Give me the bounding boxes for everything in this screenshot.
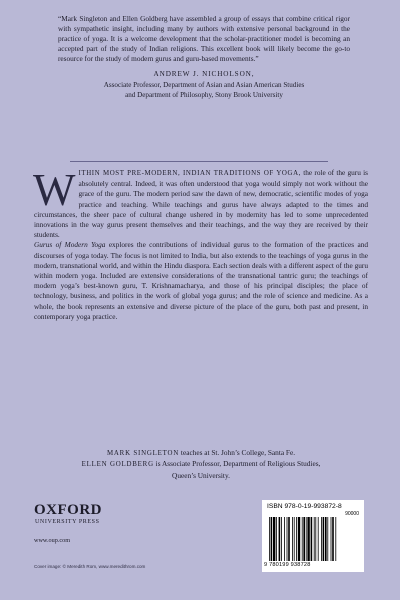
author-bio-2: [34, 459, 368, 470]
barcode-bar: [303, 517, 305, 561]
author-1-text: teaches at St. John’s College, Santa Fe.: [179, 448, 296, 457]
barcode-bar: [306, 517, 307, 561]
description-paragraph-1: [33, 165, 368, 240]
barcode-bar: [314, 517, 315, 561]
barcode-bar: [327, 517, 328, 561]
barcode-bar: [335, 517, 336, 561]
author-bios: [34, 448, 368, 481]
publisher-name: OXFORD: [34, 502, 102, 518]
barcode-bar: [284, 517, 285, 561]
endorser-role-line1: Associate Professor, Department of Asian and Asian American Studies: [103, 80, 305, 89]
barcode-bar: [273, 517, 275, 561]
price-code: 90000: [345, 511, 359, 517]
barcode-bar: [325, 517, 327, 561]
barcode-bar: [294, 517, 295, 561]
paragraph-1-text: the role of the guru is absolutely central. Indeed, it was often understood that yoga would simply not work without the grace of the guru. The modern period saw the dawn of new, democratic, scientific modes of yoga practice and teaching. While teachings and gurus have always adapted to the times and circumstances, the sheer pace of cultural change ushered in by modernity has led to some unprecedented innovations in the way gurus present themselves and their teachings, and the way they are received by their students.: [34, 168, 368, 240]
lead-in-smallcaps: ITHIN MOST PRE-MODERN, INDIAN TRADITIONS OF YOGA,: [78, 170, 301, 177]
author-2-name: ELLEN GOLDBERG: [81, 461, 154, 469]
publisher-website: www.oup.com: [34, 537, 71, 544]
barcode-bar: [321, 517, 322, 561]
barcode-bar: [318, 517, 319, 561]
barcode-bar: [323, 517, 325, 561]
barcode-bar: [292, 517, 293, 561]
barcode-bar: [287, 517, 288, 561]
barcode-bar: [298, 517, 300, 561]
author-1-name: MARK SINGLETON: [106, 450, 180, 457]
endorsement-block: [58, 14, 350, 100]
publisher-subtitle: UNIVERSITY PRESS: [35, 519, 100, 525]
barcode-bar: [279, 517, 281, 561]
barcode-bars: [267, 517, 359, 561]
endorser-role-line2: and Department of Philosophy, Stony Brook University: [125, 90, 283, 99]
barcode-bar: [307, 517, 309, 561]
barcode-bar: [296, 517, 297, 561]
book-title-italic: Gurus of Modern Yoga: [34, 240, 106, 250]
author-bio-2-cont: Queen’s University.: [172, 470, 230, 480]
drop-cap: W: [33, 165, 76, 215]
barcode-bar: [271, 517, 273, 561]
barcode-bar: [269, 517, 270, 561]
divider-rule: [70, 161, 328, 162]
barcode-bar: [281, 517, 282, 561]
isbn-barcode: [262, 500, 364, 572]
endorsement-quote: “Mark Singleton and Ellen Goldberg have assembled a group of essays that combine critical rigor with sympathetic insight, including many by authors with extensive personal background in the practice of yoga. It is a welcome development that the scholar-practitioner model is becoming an accepted part of the study of Indian religions. This excellent book will likely become the go-to resource for the study of modern gurus and guru-based movements.”: [58, 14, 350, 64]
book-description: [33, 165, 368, 322]
barcode-bar: [331, 517, 332, 561]
barcode-bar: [288, 517, 290, 561]
paragraph-2-text: explores the contributions of individual gurus to the formation of the practices and discourses of yoga today. The focus is not limited to India, but also extends to the teachings of yoga gurus in the modern, transnational world, and within the Hindu diaspora. Each section deals with a different aspect of the guru within modern yoga. Included are extensive considerations of the transnational tantric guru; the teachings of modern yoga’s best-known guru, T. Krishnamacharya, and those of his principal disciples; the place of technology, business, and politics in the work of global yoga gurus; and the role of science and medicine. As a whole, the book represents an extensive and diverse picture of the place of the guru, both past and present, in contemporary yoga practice.: [34, 240, 368, 321]
description-paragraph-2: [34, 240, 368, 322]
isbn-number: ISBN 978-0-19-993872-8: [267, 503, 342, 510]
barcode-bar: [311, 517, 313, 561]
barcode-bar: [276, 517, 277, 561]
author-2-text: is Associate Professor, Department of Religious Studies,: [153, 459, 321, 469]
cover-credit: Cover image: © Meredith Rom, www.meredithrom.com: [34, 564, 146, 569]
barcode-bar: [302, 517, 303, 561]
publisher-logo: [34, 503, 124, 526]
barcode-bar: [315, 517, 316, 561]
barcode-bar: [332, 517, 334, 561]
barcode-digits: 9 780199 938728: [264, 562, 311, 568]
endorser-name: ANDREW J. NICHOLSON,: [153, 70, 255, 79]
author-bio-1: [34, 448, 368, 459]
